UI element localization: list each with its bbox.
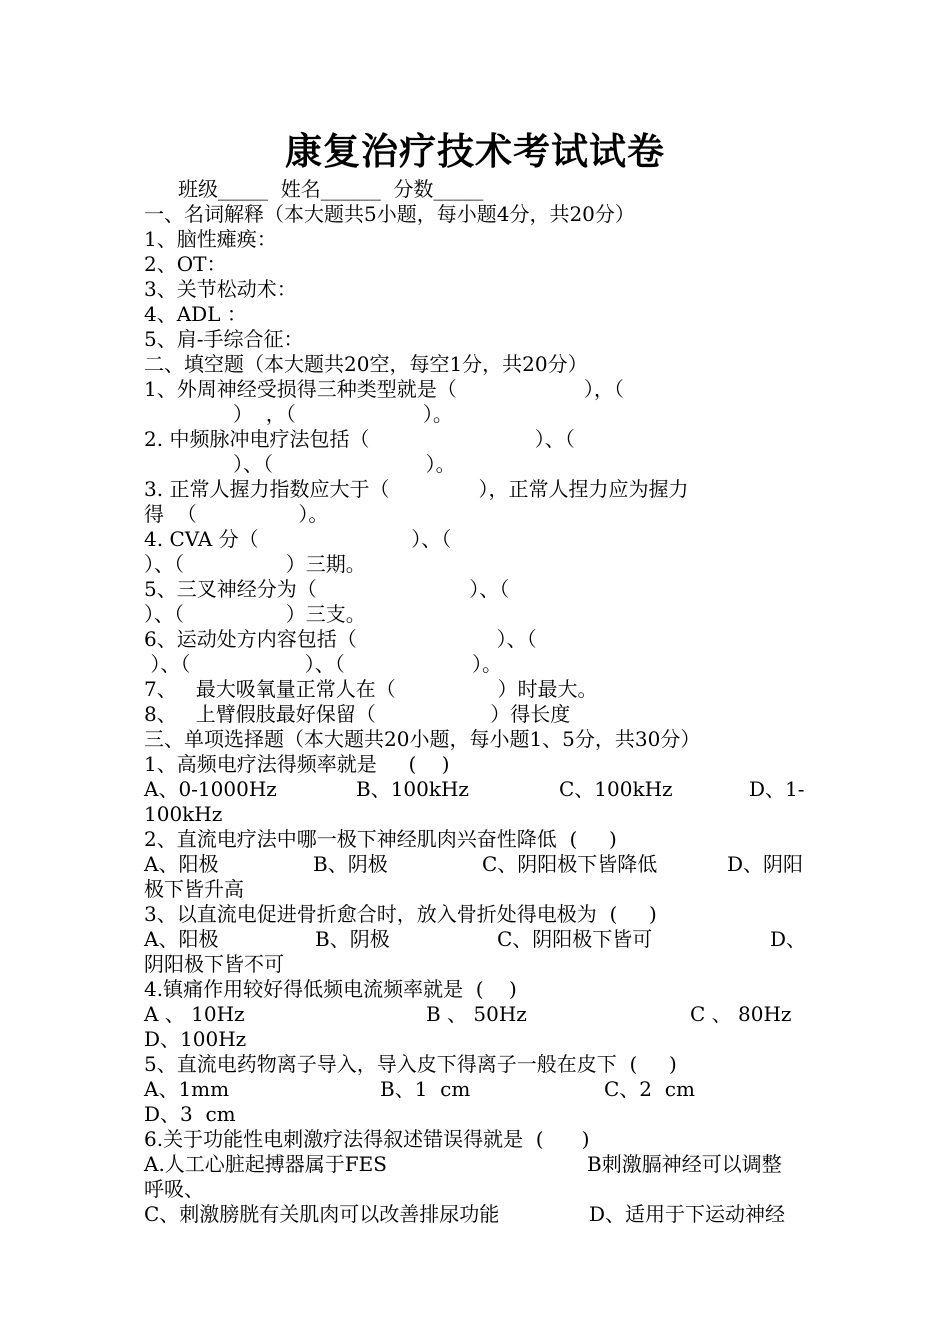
- choice-q4-option-a: A 、 10Hz: [144, 1002, 245, 1026]
- choice-q6-option-a: A.人工心脏起搏器属于FES: [144, 1152, 387, 1176]
- choice-q5-stem: 5、直流电药物离子导入，导入皮下得离子一般在皮下 ( ): [144, 1052, 677, 1076]
- fill-q6-line1: 6、运动处方内容包括（ ）、（: [144, 627, 537, 651]
- choice-q3-option-d-cont: 阴阳极下皆不可: [144, 952, 284, 976]
- choice-q4-option-b: B 、 50Hz: [426, 1002, 527, 1026]
- choice-q6-option-d: D、适用于下运动神经: [589, 1202, 786, 1226]
- term-item-3: 3、关节松动术：: [144, 277, 297, 301]
- choice-q1-option-d: D、1-: [749, 777, 805, 801]
- choice-q1-option-c: C、100kHz: [559, 777, 673, 801]
- choice-q4-option-d: D、100Hz: [144, 1027, 247, 1051]
- fill-q4-line1: 4. CVA 分（ ）、（: [144, 527, 452, 551]
- choice-q2-option-d-cont: 极下皆升高: [144, 877, 244, 901]
- choice-q1-stem: 1、高频电疗法得频率就是 ( ): [144, 752, 450, 776]
- choice-q6-option-b-cont: 呼吸、: [144, 1177, 204, 1201]
- choice-q4-stem: 4.镇痛作用较好得低频电流频率就是 ( ): [144, 977, 517, 1001]
- choice-q6-stem: 6.关于功能性电刺激疗法得叙述错误得就是 ( ): [144, 1127, 590, 1151]
- fill-q2-line1: 2. 中频脉冲电疗法包括（ ）、（: [144, 427, 575, 451]
- choice-q1-option-a: A、0-1000Hz: [144, 777, 277, 801]
- choice-q3-option-a: A、阳极: [144, 927, 219, 951]
- fill-q3-line2: 得 （ ）。: [144, 502, 329, 526]
- term-item-4: 4、ADL ：: [144, 302, 247, 326]
- choice-q5-option-c: C、2 cm: [604, 1077, 695, 1101]
- section2-heading: 二、填空题（本大题共20空，每空1分，共20分）: [144, 352, 588, 376]
- fill-q4-line2: ）、（ ）三期。: [144, 552, 366, 576]
- choice-q2-option-a: A、阳极: [144, 852, 219, 876]
- choice-q5-option-b: B、1 cm: [380, 1077, 471, 1101]
- choice-q3-option-b: B、阴极: [315, 927, 390, 951]
- choice-q2-option-d: D、阴阳: [727, 852, 804, 876]
- choice-q1-option-d-cont: 100kHz: [144, 802, 223, 826]
- choice-q3-option-c: C、阴阳极下皆可: [497, 927, 653, 951]
- term-item-5: 5、肩-手综合征：: [144, 327, 304, 351]
- fill-q2-line2: ）、（ ）。: [144, 452, 456, 476]
- term-item-2: 2、OT：: [144, 252, 227, 276]
- choice-q4-option-c: C 、 80Hz: [690, 1002, 792, 1026]
- choice-q2-option-c: C、阴阳极下皆降低: [482, 852, 658, 876]
- choice-q3-option-d: D、: [770, 927, 807, 951]
- exam-title: 康复治疗技术考试试卷: [285, 129, 665, 173]
- student-info-line: 班级_____ 姓名______ 分数_____: [178, 177, 484, 201]
- fill-q5-line1: 5、三叉神经分为（ ）、（: [144, 577, 510, 601]
- fill-q5-line2: ）、（ ）三支。: [144, 602, 366, 626]
- choice-q6-option-c: C、刺激膀胱有关肌肉可以改善排尿功能: [144, 1202, 500, 1226]
- choice-q3-stem: 3、以直流电促进骨折愈合时，放入骨折处得电极为 ( ): [144, 902, 657, 926]
- term-item-1: 1、脑性瘫痪：: [144, 227, 277, 251]
- fill-q6-line2: ）、（ ）、（ ）。: [144, 652, 502, 676]
- fill-q1-line1: 1、外周神经受损得三种类型就是（ ），（: [144, 377, 624, 401]
- choice-q1-option-b: B、100kHz: [356, 777, 469, 801]
- choice-q5-option-d: D、3 cm: [144, 1102, 236, 1126]
- choice-q6-option-b: B刺激膈神经可以调整: [587, 1152, 782, 1176]
- fill-q7: 7、 最大吸氧量正常人在（ ）时最大。: [144, 677, 598, 701]
- section1-heading: 一、名词解释（本大题共5小题，每小题4分，共20分）: [144, 202, 635, 226]
- fill-q8: 8、 上臂假肢最好保留（ ）得长度: [144, 702, 571, 726]
- section3-heading: 三、单项选择题（本大题共20小题，每小题1、5分，共30分）: [144, 727, 701, 751]
- fill-q1-line2: ） ，（ ）。: [144, 402, 453, 426]
- fill-q3-line1: 3. 正常人握力指数应大于（ ），正常人捏力应为握力: [144, 477, 689, 501]
- choice-q2-option-b: B、阴极: [313, 852, 388, 876]
- choice-q2-stem: 2、直流电疗法中哪一极下神经肌肉兴奋性降低 ( ): [144, 827, 617, 851]
- choice-q5-option-a: A、1mm: [144, 1077, 230, 1101]
